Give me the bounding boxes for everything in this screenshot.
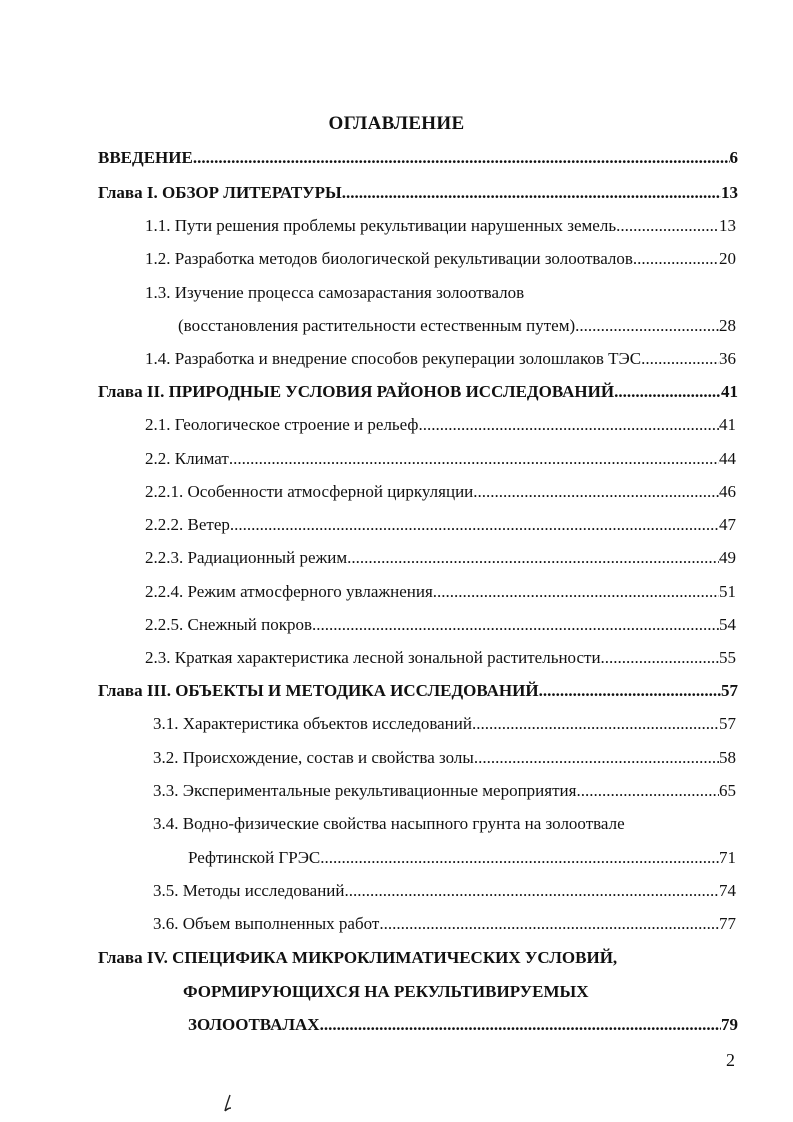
dot-leader — [230, 514, 719, 536]
toc-entry-page: 74 — [719, 881, 736, 900]
dot-leader — [539, 680, 721, 702]
toc-entry-text: 3.3. Экспериментальные рекультивационные мероприятия — [153, 781, 577, 800]
toc-entry-text: ЗОЛООТВАЛАХ — [188, 1015, 320, 1034]
toc-entry-text: 3.1. Характеристика объектов исследований — [153, 714, 472, 733]
dot-leader — [347, 547, 719, 569]
toc-entry-text: 3.2. Происхождение, состав и свойства золы — [153, 748, 474, 767]
toc-entry-page: 55 — [719, 648, 736, 667]
dot-leader — [320, 1014, 721, 1036]
toc-entry-text: 3.6. Объем выполненных работ — [153, 914, 380, 933]
toc-entry-page: 41 — [719, 415, 736, 434]
toc-entry-chapter-4-line-3 — [188, 1014, 738, 1036]
toc-entry-page: 28 — [719, 316, 736, 335]
toc-entry-text: 1.4. Разработка и внедрение способов рекуперации золошлаков ТЭС — [145, 349, 642, 368]
toc-entry-3-3 — [153, 780, 736, 802]
page-title: ОГЛАВЛЕНИЕ — [328, 113, 465, 134]
toc-entry-text: 2.3. Краткая характеристика лесной зональной растительности — [145, 648, 601, 667]
page-number: 2 — [726, 1050, 735, 1070]
toc-entry-page: 79 — [721, 1015, 738, 1034]
dot-leader — [433, 581, 719, 603]
toc-entry-text: 2.2.1. Особенности атмосферной циркуляции — [145, 482, 474, 501]
dot-leader — [633, 248, 719, 270]
toc-entry-text: 1.1. Пути решения проблемы рекультивации нарушенных земель — [145, 216, 617, 235]
toc-entry-text: 2.2.2. Ветер — [145, 515, 230, 534]
toc-entry-text: 1.2. Разработка методов биологической рекультивации золоотвалов — [145, 249, 633, 268]
toc-entry-text: Глава I. ОБЗОР ЛИТЕРАТУРЫ — [98, 183, 342, 202]
toc-entry-text: Рефтинской ГРЭС — [188, 848, 321, 867]
dot-leader — [616, 215, 719, 237]
toc-entry-1-2 — [145, 248, 736, 270]
toc-entry-chapter-1 — [98, 182, 738, 204]
dot-leader — [472, 713, 719, 735]
toc-entry-text: ВВЕДЕНИЕ — [98, 148, 193, 167]
dot-leader — [342, 182, 721, 204]
toc-entry-3-2 — [153, 747, 736, 769]
pen-mark — [223, 1093, 233, 1113]
toc-entry-1-4 — [145, 348, 736, 370]
toc-entry-text: 2.1. Геологическое строение и рельеф — [145, 415, 419, 434]
dot-leader — [312, 614, 719, 636]
toc-entry-page: 6 — [729, 148, 738, 167]
toc-entry-3-4-continuation — [188, 847, 736, 869]
toc-entry-introduction — [98, 147, 738, 169]
toc-entry-2-2 — [145, 448, 736, 470]
toc-entry-1-1 — [145, 215, 736, 237]
toc-entry-text: 2.2.4. Режим атмосферного увлажнения — [145, 582, 433, 601]
toc-entry-page: 51 — [719, 582, 736, 601]
toc-entry-2-2-5 — [145, 614, 736, 636]
toc-entry-text: 2.2. Климат — [145, 449, 229, 468]
toc-entry-text: 2.2.5. Снежный покров — [145, 615, 312, 634]
toc-entry-page: 49 — [719, 548, 736, 567]
dot-leader — [614, 381, 721, 403]
toc-entry-chapter-4-line-2: ФОРМИРУЮЩИХСЯ НА РЕКУЛЬТИВИРУЕМЫХ — [183, 982, 589, 1001]
toc-entry-1-3: 1.3. Изучение процесса самозарастания золоотвалов — [145, 283, 525, 302]
toc-entry-2-2-2 — [145, 514, 736, 536]
toc-entry-page: 41 — [721, 382, 738, 401]
toc-entry-page: 57 — [719, 714, 736, 733]
toc-entry-page: 77 — [719, 914, 736, 933]
toc-entry-page: 71 — [719, 848, 736, 867]
toc-entry-text: Глава II. ПРИРОДНЫЕ УСЛОВИЯ РАЙОНОВ ИССЛЕДОВАНИЙ — [98, 382, 615, 401]
toc-entry-2-1 — [145, 414, 736, 436]
toc-entry-2-2-3 — [145, 547, 736, 569]
dot-leader — [193, 147, 730, 169]
toc-entry-page: 44 — [719, 449, 736, 468]
dot-leader — [575, 315, 719, 337]
dot-leader — [229, 448, 719, 470]
toc-entry-2-2-1 — [145, 481, 736, 503]
toc-entry-page: 47 — [719, 515, 736, 534]
toc-entry-page: 54 — [719, 615, 736, 634]
dot-leader — [474, 747, 719, 769]
toc-entry-3-5 — [153, 880, 736, 902]
toc-entry-chapter-3 — [98, 680, 738, 702]
toc-entry-page: 57 — [721, 681, 738, 700]
toc-entry-2-3 — [145, 647, 736, 669]
toc-entry-text: Глава III. ОБЪЕКТЫ И МЕТОДИКА ИССЛЕДОВАНИЙ — [98, 681, 539, 700]
toc-entry-text: (восстановления растительности естественным путем) — [178, 316, 576, 335]
toc-entry-text: 3.5. Методы исследований — [153, 881, 345, 900]
dot-leader — [379, 913, 719, 935]
toc-entry-chapter-2 — [98, 381, 738, 403]
toc-entry-3-1 — [153, 713, 736, 735]
dot-leader — [601, 647, 719, 669]
toc-entry-1-3-continuation — [178, 315, 736, 337]
toc-entry-3-6 — [153, 913, 736, 935]
toc-entry-chapter-4: Глава IV. СПЕЦИФИКА МИКРОКЛИМАТИЧЕСКИХ УСЛОВИЙ, — [98, 948, 618, 967]
toc-entry-page: 36 — [719, 349, 736, 368]
toc-entry-page: 13 — [719, 216, 736, 235]
toc-entry-page: 58 — [719, 748, 736, 767]
toc-entry-page: 13 — [721, 183, 738, 202]
dot-leader — [473, 481, 719, 503]
dot-leader — [641, 348, 719, 370]
dot-leader — [576, 780, 719, 802]
dot-leader — [345, 880, 719, 902]
toc-entry-text: 2.2.3. Радиационный режим — [145, 548, 348, 567]
toc-entry-3-4: 3.4. Водно-физические свойства насыпного грунта на золоотвале — [153, 814, 625, 833]
dot-leader — [418, 414, 719, 436]
dot-leader — [320, 847, 719, 869]
toc-entry-page: 46 — [719, 482, 736, 501]
toc-entry-2-2-4 — [145, 581, 736, 603]
toc-entry-page: 20 — [719, 249, 736, 268]
toc-entry-page: 65 — [719, 781, 736, 800]
